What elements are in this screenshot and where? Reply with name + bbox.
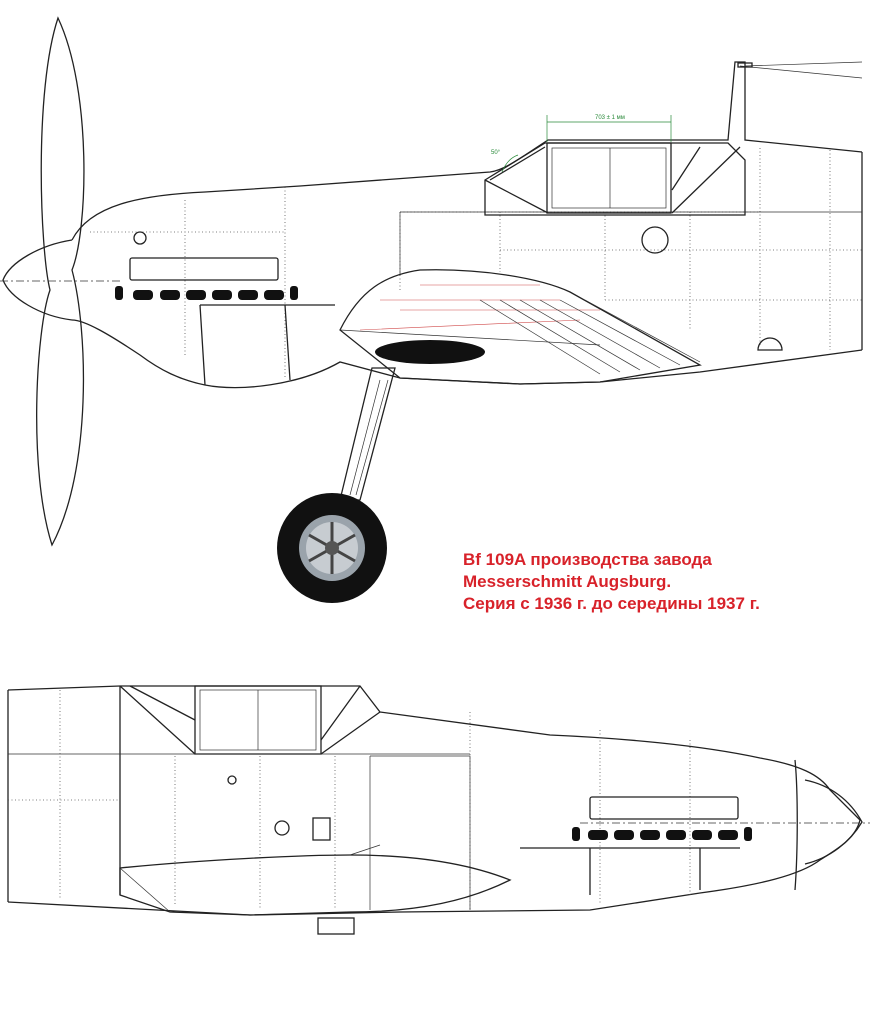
fuselage-outline [72,62,862,240]
exhaust-stubs [115,286,298,300]
side-view-right [8,686,870,934]
canopy-length-dim: 703 ± 1 мм [595,115,625,121]
caption [463,549,863,615]
wing-right [120,855,510,915]
spinner [3,240,72,320]
canopy [485,143,745,215]
wing [340,270,700,384]
propeller [37,18,84,545]
caption-line-2: Messerschmitt Augsburg. [463,572,672,591]
fuselage-outline-right [8,686,860,915]
exhaust-stubs-right [572,827,752,841]
landing-gear [340,368,395,500]
caption-line-3: Серия с 1936 г. до середины 1937 г. [463,594,760,613]
side-view-left [0,18,862,603]
angle-dim: 50° [491,150,501,156]
caption-line-1: Bf 109A производства завода [463,550,712,569]
